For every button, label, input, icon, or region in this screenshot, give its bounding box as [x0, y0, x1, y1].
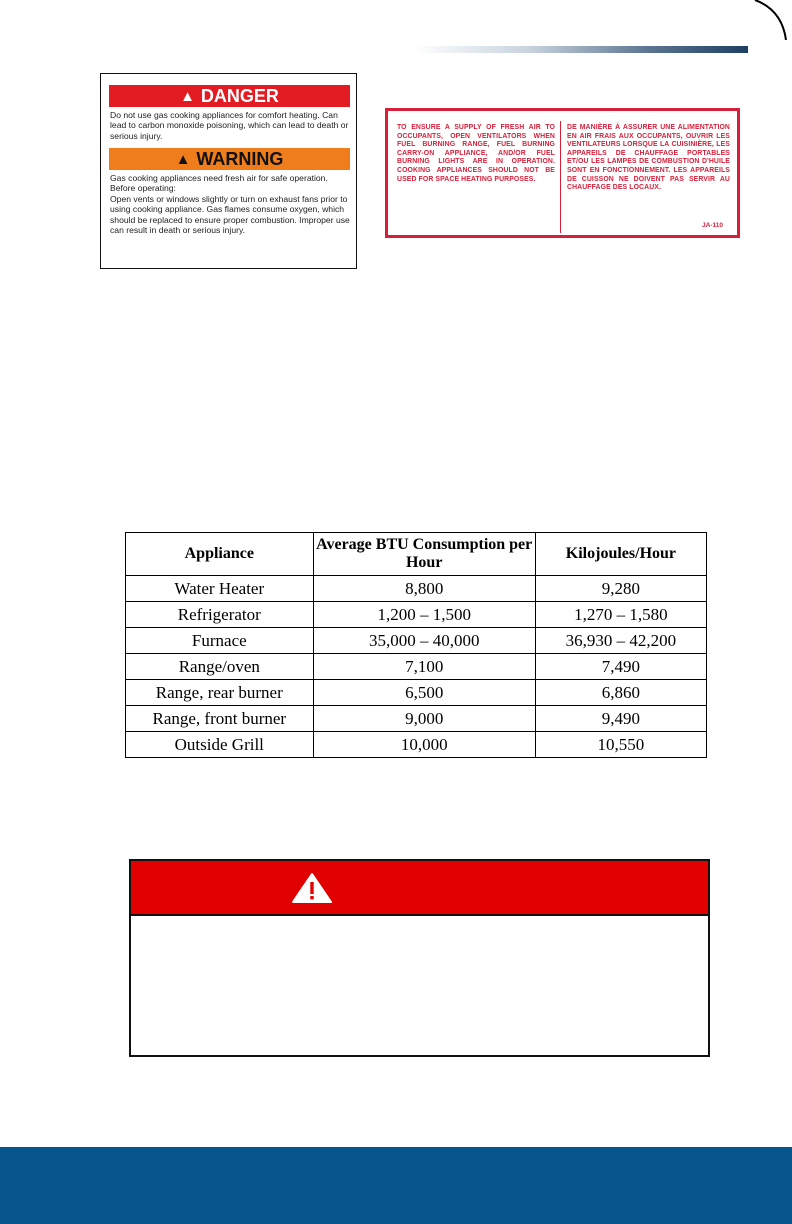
cell-btu: 8,800 [313, 576, 535, 602]
cell-kj: 7,490 [535, 654, 706, 680]
cell-kj: 36,930 – 42,200 [535, 628, 706, 654]
header-appliance: Appliance [126, 533, 314, 576]
label-code: JA-110 [702, 222, 723, 229]
table-row [126, 706, 707, 732]
warning-triangle-icon [291, 872, 333, 904]
cell-kj: 6,860 [535, 680, 706, 706]
callout-header [131, 861, 708, 916]
cell-appliance: Range, front burner [126, 706, 314, 732]
cell-appliance: Water Heater [126, 576, 314, 602]
btu-consumption-table [125, 532, 707, 758]
table-row [126, 628, 707, 654]
warning-triangle-icon: ▲ [180, 88, 195, 105]
table-row [126, 576, 707, 602]
warning-callout-box [129, 859, 710, 1057]
cell-kj: 9,280 [535, 576, 706, 602]
warning-triangle-icon: ▲ [175, 151, 191, 168]
table-row [126, 732, 707, 758]
french-label-text: DE MANIÈRE À ASSURER UNE ALIMENTATION EN AIR FRAIS AUX OCCUPANTS, OUVRIR LES VENTILATEURS LORSQUE LA CUISINIÈRE, LES APPAREILS DE CHAUFFAGE PORTABLES ET/OU LES LAMPES DE COMBUSTION D'HUILE SONT EN FONCTIONNEMENT. LES APPAREILS DE CUISSON NE DOIVENT PAS SERVIR AU CHAUFFAGE DES LOCAUX. [567, 124, 730, 192]
header-rule [414, 46, 748, 53]
warning-banner [109, 148, 350, 170]
cell-kj: 9,490 [535, 706, 706, 732]
cell-appliance: Outside Grill [126, 732, 314, 758]
table-row [126, 654, 707, 680]
table-header-row [126, 533, 707, 576]
cell-appliance: Range/oven [126, 654, 314, 680]
cell-btu: 6,500 [313, 680, 535, 706]
cell-btu: 35,000 – 40,000 [313, 628, 535, 654]
cell-appliance: Refrigerator [126, 602, 314, 628]
cell-btu: 1,200 – 1,500 [313, 602, 535, 628]
cell-btu: 10,000 [313, 732, 535, 758]
warning-text: Gas cooking appliances need fresh air for safe operation. Before operating: Open vents or windows slightly or turn on exhaust fans prior to using cooking appliance. Gas flames consume oxygen, which should be replaced to ensure proper combustion. Improper use can result in death or serious injury. [110, 173, 350, 236]
danger-text: Do not use gas cooking appliances for comfort heating. Can lead to carbon monoxide poisoning, which can lead to death or serious injury. [110, 110, 349, 141]
cell-appliance: Furnace [126, 628, 314, 654]
cell-kj: 1,270 – 1,580 [535, 602, 706, 628]
header-kilojoules: Kilojoules/Hour [535, 533, 706, 576]
footer-band [0, 1147, 792, 1224]
cell-appliance: Range, rear burner [126, 680, 314, 706]
header-average-btu: Average BTU Consumption per Hour [313, 533, 535, 576]
danger-banner [109, 85, 350, 107]
table-row [126, 602, 707, 628]
table-row [126, 680, 707, 706]
english-label-text: TO ENSURE A SUPPLY OF FRESH AIR TO OCCUPANTS, OPEN VENTILATORS WHEN FUEL BURNING RANGE, FUEL BURNING CARRY-ON APPLIANCE, AND/OR FUEL BURNING LIGHTS ARE IN OPERATION. COOKING APPLIANCES SHOULD NOT BE USED FOR SPACE HEATING PURPOSES. [397, 124, 555, 183]
danger-title: DANGER [200, 86, 279, 106]
bilingual-ventilation-label [385, 108, 740, 238]
cell-btu: 7,100 [313, 654, 535, 680]
label-divider [560, 121, 561, 233]
warning-title: WARNING [196, 149, 284, 169]
cell-kj: 10,550 [535, 732, 706, 758]
cell-btu: 9,000 [313, 706, 535, 732]
danger-warning-label [100, 73, 357, 269]
